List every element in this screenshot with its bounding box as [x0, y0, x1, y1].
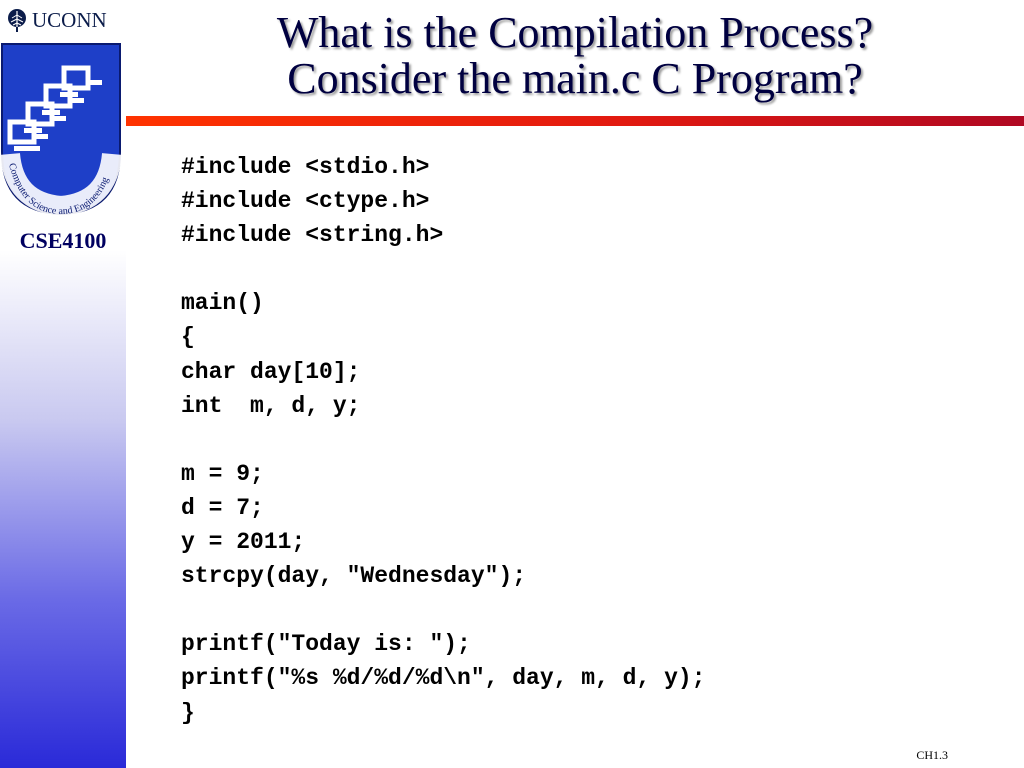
university-name: UCONN	[32, 8, 107, 32]
code-line: main()	[181, 290, 264, 317]
networked-computers-shield-icon	[0, 42, 122, 217]
code-line: }	[181, 699, 195, 726]
code-line	[181, 423, 706, 457]
sidebar	[0, 0, 126, 768]
title-divider	[126, 116, 1024, 126]
code-line: int m, d, y;	[181, 392, 361, 419]
code-line: {	[181, 324, 195, 351]
code-line: char day[10];	[181, 358, 361, 385]
code-line: m = 9;	[181, 460, 264, 487]
code-block	[181, 150, 706, 730]
code-line: y = 2011;	[181, 529, 306, 556]
code-line	[181, 252, 706, 286]
code-line: #include <string.h>	[181, 222, 444, 249]
code-line: #include <stdio.h>	[181, 154, 430, 180]
code-line	[181, 593, 706, 627]
course-code: CSE4100	[19, 228, 107, 253]
code-line: printf("%s %d/%d/%d\n", day, m, d, y);	[181, 665, 706, 692]
badge-lettering: Computer Science and Engineering	[6, 161, 112, 217]
title-line-2: Consider the main.c C Program?	[287, 54, 863, 103]
title-line-1: What is the Compilation Process?	[276, 8, 874, 57]
code-line: strcpy(day, "Wednesday");	[181, 563, 527, 590]
code-line: #include <ctype.h>	[181, 188, 430, 215]
slide-title	[140, 10, 1010, 102]
uconn-seal-icon	[6, 8, 28, 32]
page-number: CH1.3	[916, 748, 948, 762]
code-line: d = 7;	[181, 494, 264, 521]
code-line: printf("Today is: ");	[181, 631, 471, 658]
uconn-logo	[6, 6, 118, 34]
